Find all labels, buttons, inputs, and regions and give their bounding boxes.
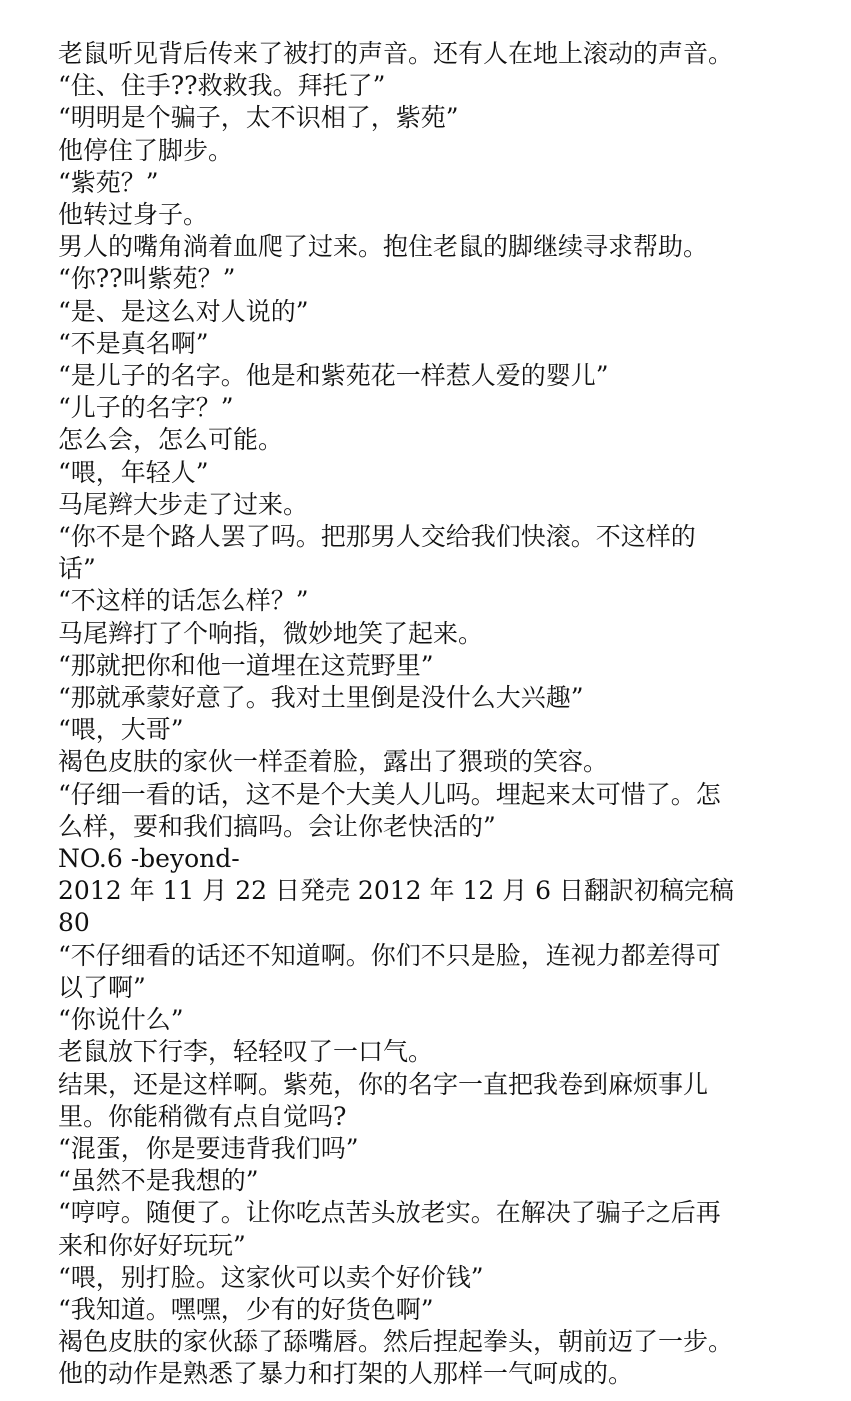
text-line: “那就承蒙好意了。我对土里倒是没什么大兴趣” (58, 683, 584, 713)
text-line: 里。你能稍微有点自觉吗? (58, 1101, 347, 1131)
text-line: “喂，别打脸。这家伙可以卖个好价钱” (58, 1262, 484, 1292)
text-line: “喂，大哥” (58, 715, 184, 745)
running-footer-title: NO.6 -beyond- (58, 844, 240, 874)
text-line: “不是真名啊” (58, 328, 209, 358)
text-line: “你不是个路人罢了吗。把那男人交给我们快滚。不这样的 (58, 522, 696, 552)
text-line: 以了啊” (58, 972, 146, 1002)
text-line: 褐色皮肤的家伙舔了舔嘴唇。然后捏起拳头，朝前迈了一步。 (58, 1327, 734, 1357)
text-line: “混蛋，你是要违背我们吗” (58, 1133, 359, 1163)
text-line: 他的动作是熟悉了暴力和打架的人那样一气呵成的。 (58, 1359, 634, 1389)
text-line: 老鼠放下行李，轻轻叹了一口气。 (58, 1037, 434, 1067)
text-line: 来和你好好玩玩” (58, 1230, 246, 1260)
text-line: 褐色皮肤的家伙一样歪着脸，露出了猥琐的笑容。 (58, 747, 609, 777)
text-line: “我知道。嘿嘿，少有的好货色啊” (58, 1294, 434, 1324)
page-number: 80 (58, 908, 90, 938)
text-line: “你说什么” (58, 1005, 184, 1035)
running-footer-dates: 2012 年 11 月 22 日発売 2012 年 12 月 6 日翻訳初稿完稿 (58, 876, 735, 906)
text-line: 话” (58, 554, 96, 584)
text-line: “那就把你和他一道埋在这荒野里” (58, 650, 434, 680)
text-line: “不这样的话怎么样？” (58, 586, 309, 616)
text-line: 结果，还是这样啊。紫苑，你的名字一直把我卷到麻烦事儿 (58, 1069, 709, 1099)
text-line: “你??叫紫苑？” (58, 264, 236, 294)
text-line: “是、是这么对人说的” (58, 296, 309, 326)
text-line: 么样，要和我们搞吗。会让你老快活的” (58, 811, 496, 841)
text-line: “不仔细看的话还不知道啊。你们不只是脸，连视力都差得可 (58, 940, 721, 970)
text-line: “儿子的名字？” (58, 393, 234, 423)
text-line: 他停住了脚步。 (58, 135, 234, 165)
text-line: 男人的嘴角淌着血爬了过来。抱住老鼠的脚继续寻求帮助。 (58, 232, 709, 262)
text-line: “仔细一看的话，这不是个大美人儿吗。埋起来太可惜了。怎 (58, 779, 721, 809)
text-line: “喂，年轻人” (58, 457, 209, 487)
text-line: 老鼠听见背后传来了被打的声音。还有人在地上滚动的声音。 (58, 39, 734, 68)
text-line: “紫苑？” (58, 167, 159, 197)
text-line: “虽然不是我想的” (58, 1166, 259, 1196)
text-line: “住、住手??救救我。拜托了” (58, 71, 386, 101)
text-line: “明明是个骗子，太不识相了，紫苑” (58, 103, 459, 133)
text-line: “哼哼。随便了。让你吃点苦头放老实。在解决了骗子之后再 (58, 1198, 721, 1228)
text-line: 马尾辫大步走了过来。 (58, 489, 309, 519)
text-line: 他转过身子。 (58, 200, 209, 230)
text-line: “是儿子的名字。他是和紫苑花一样惹人爱的婴儿” (58, 361, 609, 391)
document-page (58, 38, 798, 1391)
text-line: 怎么会，怎么可能。 (58, 425, 284, 455)
text-line: 马尾辫打了个响指，微妙地笑了起来。 (58, 618, 484, 648)
